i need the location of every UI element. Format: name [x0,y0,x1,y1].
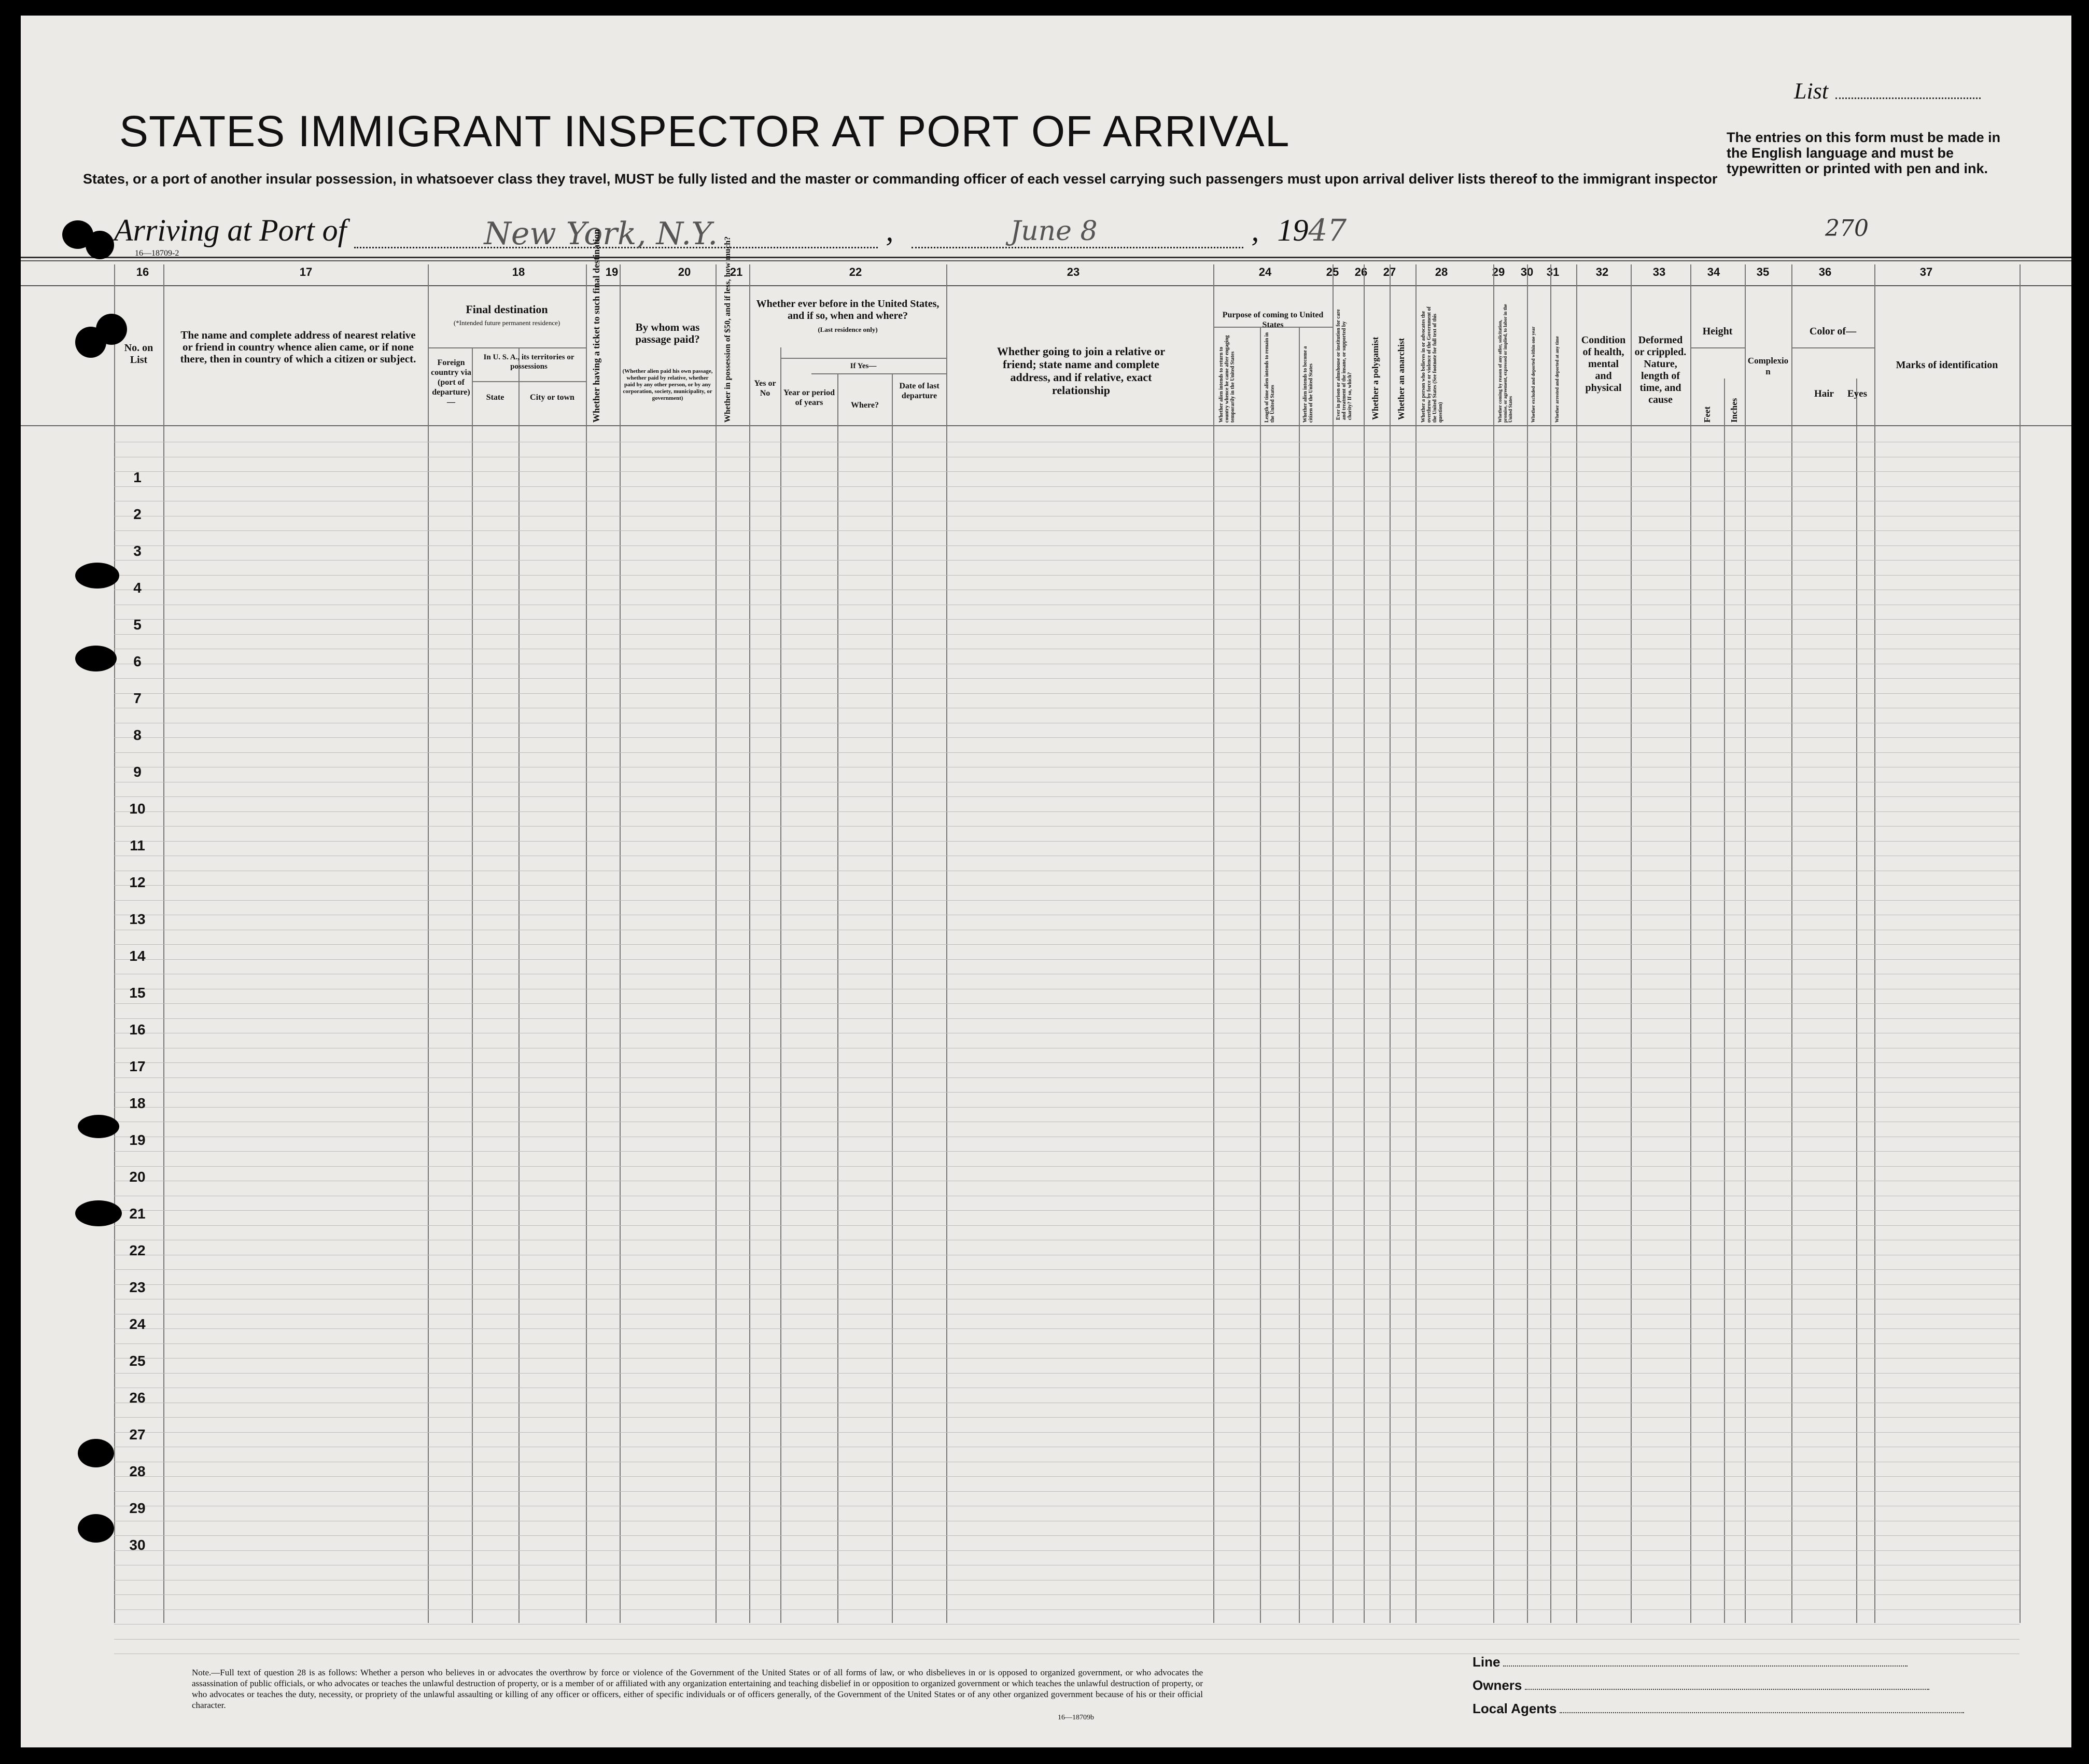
col-number: 32 [1595,265,1609,278]
footnote: Note.—Full text of question 28 is as follows: Whether a person who believes in or advocates the overthrow by force or violence of the Government of the United States or of all forms of law, or who disbelieves in or is opposed to organized government, or who advocates the assassination of public officials, or who advocates or teaches the unlawful destruction of property, or is a member of or affiliated with any organization entertaining and teaching disbelief in or opposition to organized government or which teaches the unlawful destruction of property, or who advocates or teaches the duty, necessity, or propriety of the unlawful assaulting or killing of any officer or officers, either of specific individuals or of officers generally, of the Government of the United States or of any other organized government because of his or their official character. [192,1668,1203,1710]
ruled-line [114,826,2020,827]
owners-field [1473,1677,1929,1693]
ruled-line [114,1166,2020,1167]
row-number: 11 [130,837,145,853]
row-number: 4 [133,580,142,596]
row-number: 1 [133,469,142,485]
ruled-line [114,841,2020,842]
row-number: 25 [129,1353,146,1369]
ruled-line [114,796,2020,797]
row-number: 16 [129,1021,146,1038]
header-c22-title: Whether ever before in the United States, and if so, when and where? [756,298,940,321]
header-c20-note: (Whether alien paid his own passage, whether paid by relative, whether paid by any other person, or by any corporation, society, municipality, or government) [622,368,713,401]
manifest-sheet [21,16,2071,1747]
ruled-line [114,1594,2020,1595]
row-number: 17 [129,1058,146,1074]
ruled-line [114,737,2020,738]
punch-hole [86,231,114,259]
header-c36-hair: Hair [1814,388,1834,399]
col-number: 19 [605,265,619,278]
header-bottom-rule [21,425,2071,426]
ruled-line [114,1062,2020,1063]
header-c19: Whether having a ticket to such final destination [591,229,601,423]
header-c24-a: Whether alien intends to return to country whence he came after engaging temporarily in the United States [1218,335,1236,423]
header-c28: Whether a person who believes in or advocates the overthrow by force or violence of the Government of the United States (See footnote for full text of this question) [1421,306,1443,423]
footer-form-number: 16—18709b [1058,1714,1094,1721]
ruled-line [114,1328,2020,1329]
ruled-line [114,560,2020,561]
form-number: 16—18709-2 [135,249,179,258]
row-number: 3 [133,543,142,559]
header-rule-second [21,260,2071,261]
punch-hole [78,1514,114,1543]
row-number: 5 [133,617,142,633]
punch-hole [78,1439,114,1467]
header-c21: Whether in possession of $50, and if less, how much? [723,236,732,423]
year-prefix: 19 [1277,213,1309,247]
header-c22-note: (Last residence only) [818,326,878,333]
header-c20-title: By whom was passage paid? [635,321,700,345]
punch-hole [75,646,117,671]
col-number: 37 [1919,265,1933,278]
ruled-line [114,1003,2020,1004]
ruled-line [114,1476,2020,1477]
col-number: 21 [730,265,743,278]
ruled-line [114,619,2020,620]
header-c17: The name and complete address of nearest relative or friend in country whence alien came, or if none there, then in country of which a citizen or subject. [180,329,416,365]
ruled-line [114,811,2020,812]
owners-label: Owners [1473,1677,1522,1693]
ruled-line [114,1077,2020,1078]
ruled-line [114,1624,2020,1625]
ruled-line [114,1269,2020,1270]
col-number: 36 [1818,265,1832,278]
header-c18-state: State [486,393,504,402]
row-number: 15 [129,985,146,1001]
header-c24-title: Purpose of coming to United States [1222,311,1324,329]
header-c25: Ever in prison or almshouse or institution for care and treatment of the insane, or supported by charity? If so, which? [1336,309,1353,420]
ruled-line [114,1373,2020,1374]
date-value: June 8 [1010,216,1098,247]
col-number: 31 [1546,265,1560,278]
arriving-label: Arriving at Port of [114,213,347,247]
col-number: 18 [512,265,525,278]
col-number: 22 [849,265,862,278]
header-c37: Marks of identification [1896,359,1998,371]
ruled-line [114,1550,2020,1551]
ruled-line [114,1284,2020,1285]
header-c26: Whether a polygamist [1370,337,1380,420]
row-number: 28 [129,1463,146,1479]
header-c18-usa: In U. S. A., its territories or possessions [483,353,574,371]
row-number: 26 [129,1390,146,1406]
header-c23: Whether going to join a relative or friend; state name and complete address, and if relative, exact relationship [997,345,1166,397]
header-c18-city: City or town [530,393,574,402]
col-number: 35 [1756,265,1770,278]
header-c18-note: (*Intended future permanent residence) [453,319,560,327]
ruled-line [114,1639,2020,1640]
ruled-line [114,545,2020,546]
year-value: 47 [1308,213,1347,248]
header-c24-b: Length of time alien intends to remain in the United States [1264,332,1275,423]
header-c34-feet: Feet [1702,406,1712,423]
arriving-line: Arriving at Port of New York, N.Y. , June 8 , 1947 [114,213,1347,252]
col-number: 20 [678,265,691,278]
col-number: 27 [1383,265,1396,278]
list-number-line [1835,97,1981,99]
ruled-line [114,471,2020,472]
header-c29: Whether coming by reason of any offer, solicitation, promise, or agreement, expressed or implied, to labor in the United States [1497,304,1513,423]
header-c36-eyes: Eyes [1847,388,1867,399]
row-number: 6 [133,653,142,669]
ruled-line [114,959,2020,960]
ruled-line [114,575,2020,576]
ruled-line [114,900,2020,901]
ruled-line [114,752,2020,753]
ruled-line [114,1417,2020,1418]
row-number: 23 [129,1279,146,1295]
header-c22-ifyes: If Yes— [850,362,877,370]
page-title: STATES IMMIGRANT INSPECTOR AT PORT OF ARRIVAL [119,107,1290,156]
row-number: 19 [129,1132,146,1148]
column-number-rule [21,285,2071,286]
ruled-line [114,634,2020,635]
line-field [1473,1654,1908,1670]
header-no-on-list: No. on List [124,342,153,366]
ruled-line [114,1092,2020,1093]
row-number: 30 [129,1537,146,1553]
ruled-line [114,678,2020,679]
ruled-line [114,1609,2020,1610]
row-number: 20 [129,1169,146,1185]
col-number: 28 [1435,265,1448,278]
row-number: 2 [133,506,142,522]
row-number: 8 [133,727,142,743]
ruled-line [114,1210,2020,1211]
col-number: 33 [1652,265,1666,278]
col-number: 17 [299,265,313,278]
row-number: 18 [129,1095,146,1111]
col-number: 23 [1067,265,1080,278]
header-c33: Deformed or crippled. Nature, length of time, and cause [1634,334,1687,405]
port-value: New York, N.Y. [484,216,718,252]
date-field [912,216,1243,248]
header-c35: Complexion [1747,356,1789,376]
page-subtitle: States, or a port of another insular possession, in whatsoever class they travel, MUST be fully listed and the master or commanding officer of each vessel carrying such passengers must upon arrival deliver lists thereof to the immigrant inspector [83,171,1718,187]
row-number: 21 [129,1206,146,1222]
ruled-line [114,1491,2020,1492]
col-number: 29 [1492,265,1505,278]
row-number: 13 [129,911,146,927]
ruled-line [114,1535,2020,1536]
header-c31: Whether arrested and deported at any time [1554,336,1560,423]
ruled-line [114,1358,2020,1359]
local-agents-field [1473,1701,1964,1717]
list-label: List [1794,78,1829,104]
row-number: 29 [129,1500,146,1516]
header-c36-title: Color of— [1809,326,1857,337]
row-number: 14 [129,948,146,964]
ruled-line [114,1432,2020,1433]
ruled-line [114,1018,2020,1019]
header-c34-inches: Inches [1729,398,1739,423]
header-c30: Whether excluded and deported within one year [1531,326,1536,423]
header-c24-c: Whether alien intends to become a citizen of the United States [1302,346,1314,423]
header-c18-foreign: Foreign country via (port of departure)— [431,358,471,407]
row-number: 10 [129,801,146,817]
port-field [354,216,878,252]
col-number: 24 [1258,265,1272,278]
header-c27: Whether an anarchist [1396,338,1406,420]
header-c32: Condition of health, mental and physical [1581,334,1626,394]
ruled-line [114,944,2020,945]
instructions-text: The entries on this form must be made in the English language and must be typewritten or printed with pen and ink. [1727,130,2001,176]
ruled-line [114,693,2020,694]
ruled-line [114,1343,2020,1344]
col-number: 26 [1354,265,1368,278]
row-number: 7 [133,690,142,706]
header-c18-title: Final destination [466,303,548,316]
punch-hole [75,1200,122,1226]
row-number: 22 [129,1242,146,1258]
row-number: 12 [129,874,146,890]
ruled-line [114,1107,2020,1108]
header-c22-year: Year or period of years [783,388,835,407]
col-number: 30 [1520,265,1534,278]
row-number: 9 [133,764,142,780]
row-number: 27 [129,1426,146,1443]
col-number: 16 [136,265,149,278]
header-c22-where: Where? [851,401,879,410]
ruled-line [114,486,2020,487]
row-number: 24 [129,1316,146,1332]
col-number: 25 [1326,265,1339,278]
line-label: Line [1473,1654,1501,1670]
ruled-line [114,1225,2020,1226]
header-c34-title: Height [1702,326,1733,337]
header-c22-date: Date of last departure [899,382,940,400]
page-number: 270 [1825,215,1869,242]
header-rule-top [21,257,2071,258]
header-c22-yesno: Yes or No [754,379,776,398]
ruled-line [114,885,2020,886]
punch-hole [78,1115,119,1138]
col-number: 34 [1707,265,1720,278]
ruled-line [114,530,2020,531]
punch-hole [96,314,127,345]
local-agents-label: Local Agents [1473,1701,1557,1716]
ruled-line [114,1151,2020,1152]
punch-hole [75,563,119,589]
